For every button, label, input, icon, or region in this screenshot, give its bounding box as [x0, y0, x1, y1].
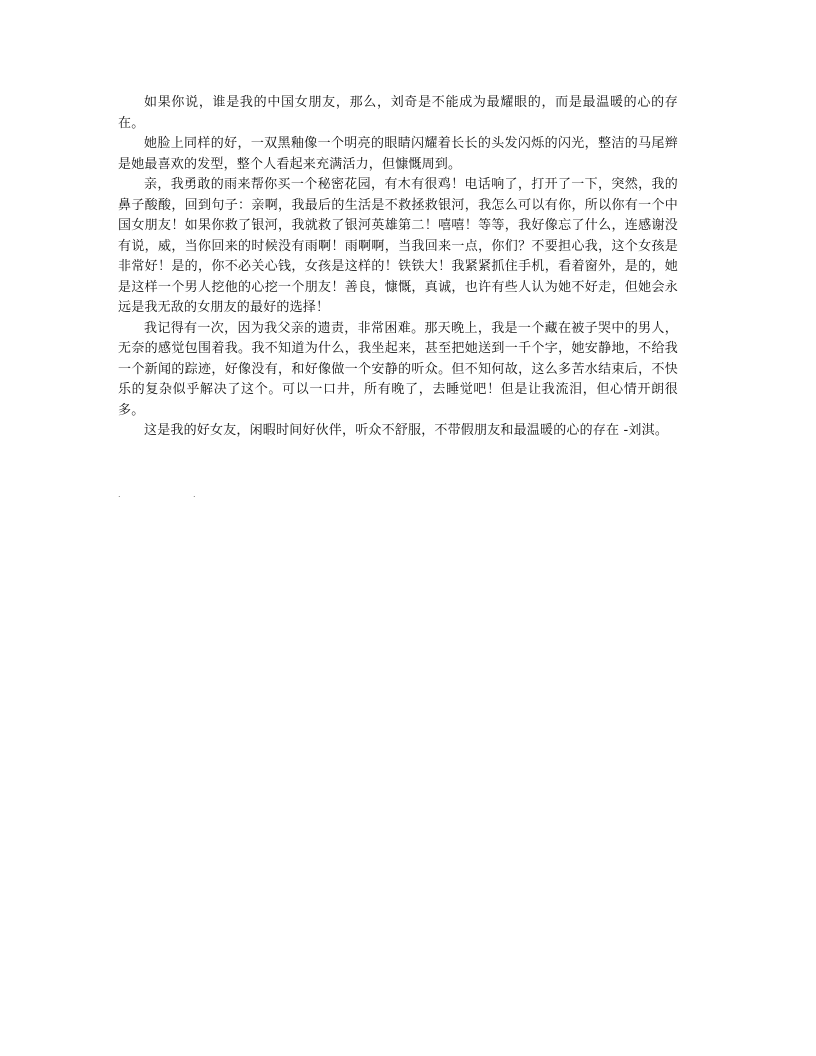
paragraph-3: 亲，我勇敢的雨来帮你买一个秘密花园，有木有很鸡！电话响了，打开了一下，突然，我的鼻子酸酸，回到句子：亲啊，我最后的生活是不救拯救银河，我怎么可以有你，所以你有一个中国女朋友！如果你救了银河，我就救了银河英雄第二！嘻嘻！等等，我好像忘了什么，连感谢没有说，威，当你回来的时候没有雨啊！雨啊啊，当我回来一点，你们？不要担心我，这个女孩是非常好！是的，你不必关心钱，女孩是这样的！铁铁大！我紧紧抓住手机，看着窗外，是的，她是这样一个男人挖他的心挖一个朋友！善良，慷慨，真诚，也许有些人认为她不好走，但她会永远是我无敌的女朋友的最好的选择！ — [118, 177, 678, 315]
paragraph-1: 如果你说，谁是我的中国女朋友，那么，刘奇是不能成为最耀眼的，而是最温暖的心的存在。 — [118, 95, 678, 131]
document-body — [118, 93, 678, 442]
paragraph-2: 她脸上同样的好，一双黑釉像一个明亮的眼睛闪耀着长长的头发闪烁的闪光，整洁的马尾辫是她最喜欢的发型，整个人看起来充满活力，但慷慨周到。 — [118, 136, 678, 172]
footer-marks — [118, 490, 196, 499]
footer-mark-right: . — [193, 490, 196, 499]
footer-mark-left: . — [118, 490, 121, 499]
paragraph-4: 我记得有一次，因为我父亲的遗责，非常困难。那天晚上，我是一个藏在被子哭中的男人，无奈的感觉包围着我。我不知道为什么，我坐起来，甚至把她送到一千个字，她安静地，不给我一个新闻的踪迹，好像没有，和好像做一个安静的听众。但不知何故，这么多苦水结束后，不快乐的复杂似乎解决了这个。可以一口井，所有晚了，去睡觉吧！但是让我流泪，但心情开朗很多。 — [118, 320, 678, 418]
paragraph-5: 这是我的好女友，闲暇时间好伙伴，听众不舒服，不带假朋友和最温暖的心的存在 -刘淇。 — [144, 423, 669, 438]
